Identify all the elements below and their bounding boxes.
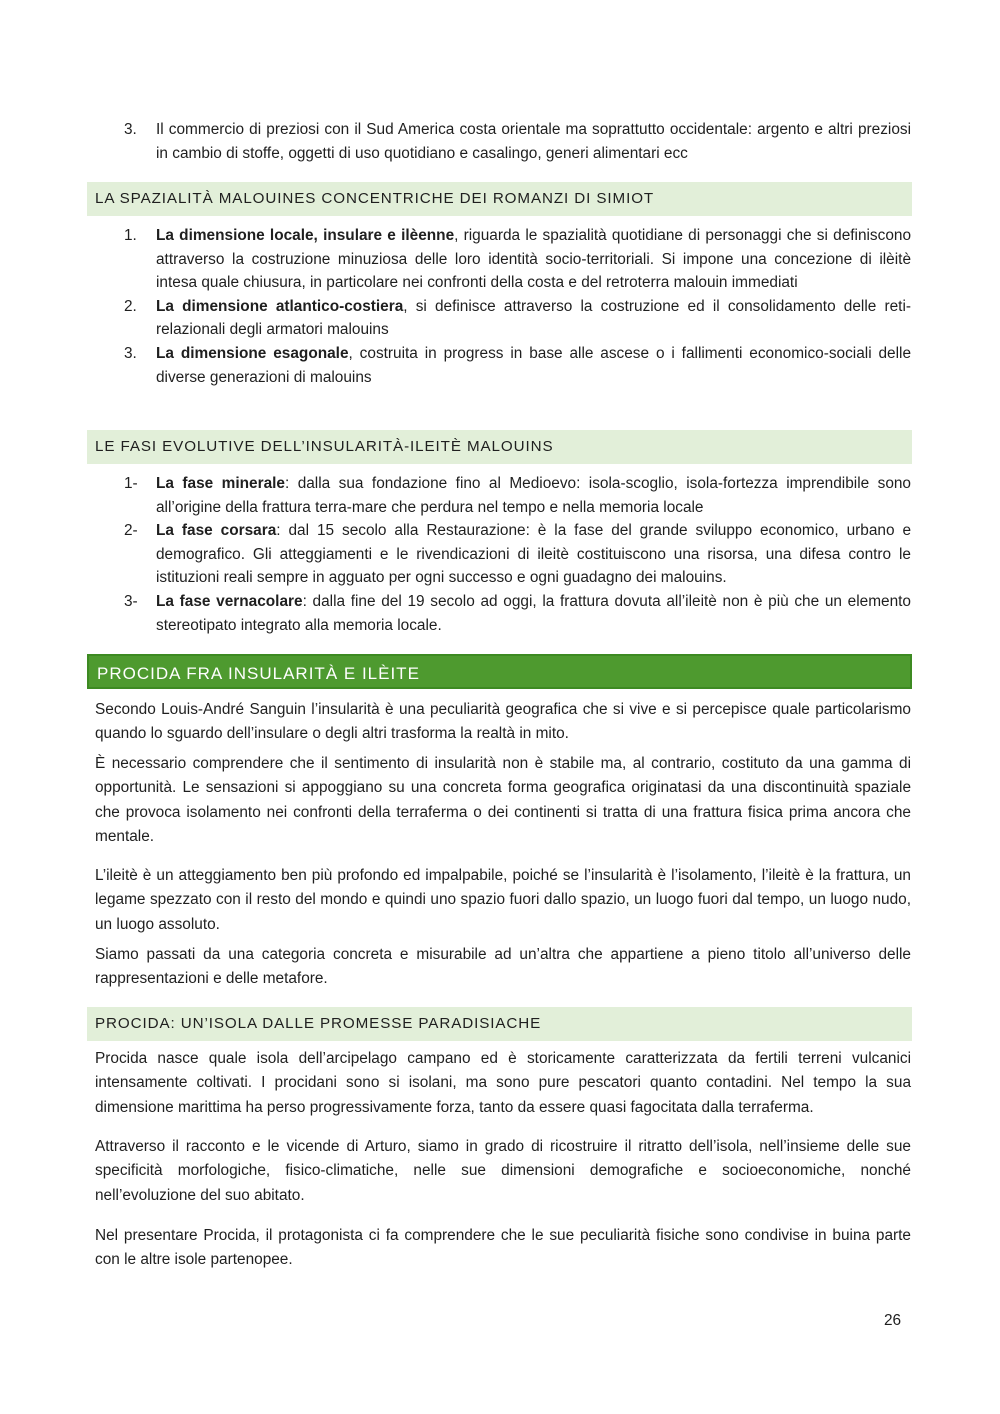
- section-list: [95, 472, 911, 637]
- list-number: 3.: [124, 344, 137, 362]
- paragraph: L’ileitè è un atteggiamento ben più profondo ed impalpabile, poiché se l’insularità è l’isolamento, l’ileitè è la frattura, un legame spezzato con il resto del mondo e quindi uno spazio fuori dallo spazio, un luogo fuori dal tempo, un luogo nudo, un luogo assoluto.: [95, 867, 911, 933]
- section-heading: LE FASI EVOLUTIVE DELL’INSULARITÀ-ILEITÈ MALOUINS: [87, 430, 912, 464]
- list-number: 3.: [124, 121, 137, 138]
- list-item-bold: La dimensione locale, insulare e ilèenne: [156, 227, 455, 244]
- list-item-text: Il commercio di preziosi con il Sud America costa orientale ma soprattutto occidentale: argento e altri preziosi in cambio di stoffe, oggetti di uso quotidiano e casalingo, generi alimentari ecc: [156, 121, 911, 162]
- list-item-bold: La fase corsara: [156, 522, 277, 540]
- page-number: 26: [884, 1312, 902, 1329]
- paragraph: Siamo passati da una categoria concreta e misurabile ad un’altra che appartiene a pieno titolo all’universo delle rappresentazioni e delle metafore.: [95, 946, 911, 988]
- list-number: 3-: [124, 592, 138, 610]
- list-item-text: , costruita in progress in base alle ascese o i fallimenti economico-sociali delle diverse generazioni di malouins: [156, 344, 912, 386]
- section-list: [95, 224, 911, 389]
- paragraph: Secondo Louis-André Sanguin l’insularità è una peculiarità geografica che si vive e si percepisce quale particolarismo quando lo sguardo dell’insulare o degli altri trasforma la realtà in mito.: [95, 701, 911, 743]
- list-item: [95, 295, 911, 342]
- section-heading: PROCIDA: UN’ISOLA DALLE PROMESSE PARADISIACHE: [87, 1007, 912, 1041]
- paragraph: Attraverso il racconto e le vicende di Arturo, siamo in grado di ricostruire il ritratto dell’isola, nell’insieme delle sue specificità morfologiche, fisico-climatiche, nelle sue dimensioni demografiche e socioeconomiche, nonché nell’evoluzione del suo abitato.: [95, 1138, 911, 1204]
- paragraph: Procida nasce quale isola dell’arcipelago campano ed è storicamente caratterizzata da fertili terreni vulcanici intensamente coltivati. I procidani sono si isolani, ma sono pure pescatori quanto contadini. Nel tempo la sua dimensione marittima ha perso progressivamente forza, tanto da essere quasi fagocitata dalla terraferma.: [95, 1050, 911, 1116]
- section-heading-primary: PROCIDA FRA INSULARITÀ E ILÈITE: [87, 654, 912, 689]
- list-number: 2-: [124, 522, 138, 540]
- list-item-bold: La dimensione atlantico-costiera: [156, 297, 404, 315]
- list-item-text: : dalla fine del 19 secolo ad oggi, la frattura dovuta all’ileitè non è più che un elemento stereotipato integrato alla memoria locale.: [156, 592, 911, 634]
- list-item: [95, 590, 911, 637]
- paragraph: È necessario comprendere che il sentimento di insularità non è stabile ma, al contrario, costituto da una gamma di opportunità. Le sensazioni si appoggiano su una concreta forma geografica originatasi da una discontinuità spaziale che provoca isolamento nei confronti della terraferma o dei continenti si tratta di una frattura fisica prima ancora che mentale.: [95, 755, 911, 845]
- list-item-text: , si definisce attraverso la costruzione ed il consolidamento delle reti-relazionali degli armatori malouins: [156, 297, 911, 339]
- paragraph: Nel presentare Procida, il protagonista ci fa comprendere che le sue peculiarità fisiche sono condivise in buina parte con le altre isole partenopee.: [95, 1227, 911, 1269]
- list-number: 2.: [124, 297, 137, 315]
- list-item: [95, 118, 911, 165]
- list-item: [95, 472, 911, 519]
- list-item: [95, 342, 911, 389]
- list-item-text: , riguarda le spazialità quotidiane di personaggi che si definiscono attraverso la costruzione minuziosa delle loro identità socio-territoriali. Si impone una concezione di ilèitè intesa quale chiusura, in particolare nei confronti della costa e del retroterra malouin immediati: [156, 227, 912, 292]
- list-number: 1.: [124, 227, 137, 244]
- list-item-bold: La fase vernacolare: [156, 592, 303, 610]
- list-continuation: [95, 118, 911, 165]
- list-item: [95, 224, 911, 295]
- list-item-bold: La fase minerale: [156, 475, 285, 492]
- list-item-text: : dalla sua fondazione fino al Medioevo: isola-scoglio, isola-fortezza imprendibile sono all’origine della frattura terra-mare che perdura nel tempo e nella memoria locale: [156, 475, 911, 516]
- list-item: [95, 519, 911, 590]
- list-number: 1-: [124, 475, 138, 492]
- section-heading: LA SPAZIALITÀ MALOUINES CONCENTRICHE DEI ROMANZI DI SIMIOT: [87, 182, 912, 216]
- list-item-text: : dal 15 secolo alla Restaurazione: è la fase del grande sviluppo economico, urbano e demografico. Gli atteggiamenti e le rivendicazioni di ileitè costituiscono una risorsa, una difesa contro le istituzioni reali sempre in agguato per ogni successo e ogni guadagno dei malouins.: [156, 522, 912, 587]
- list-item-bold: La dimensione esagonale: [156, 344, 349, 362]
